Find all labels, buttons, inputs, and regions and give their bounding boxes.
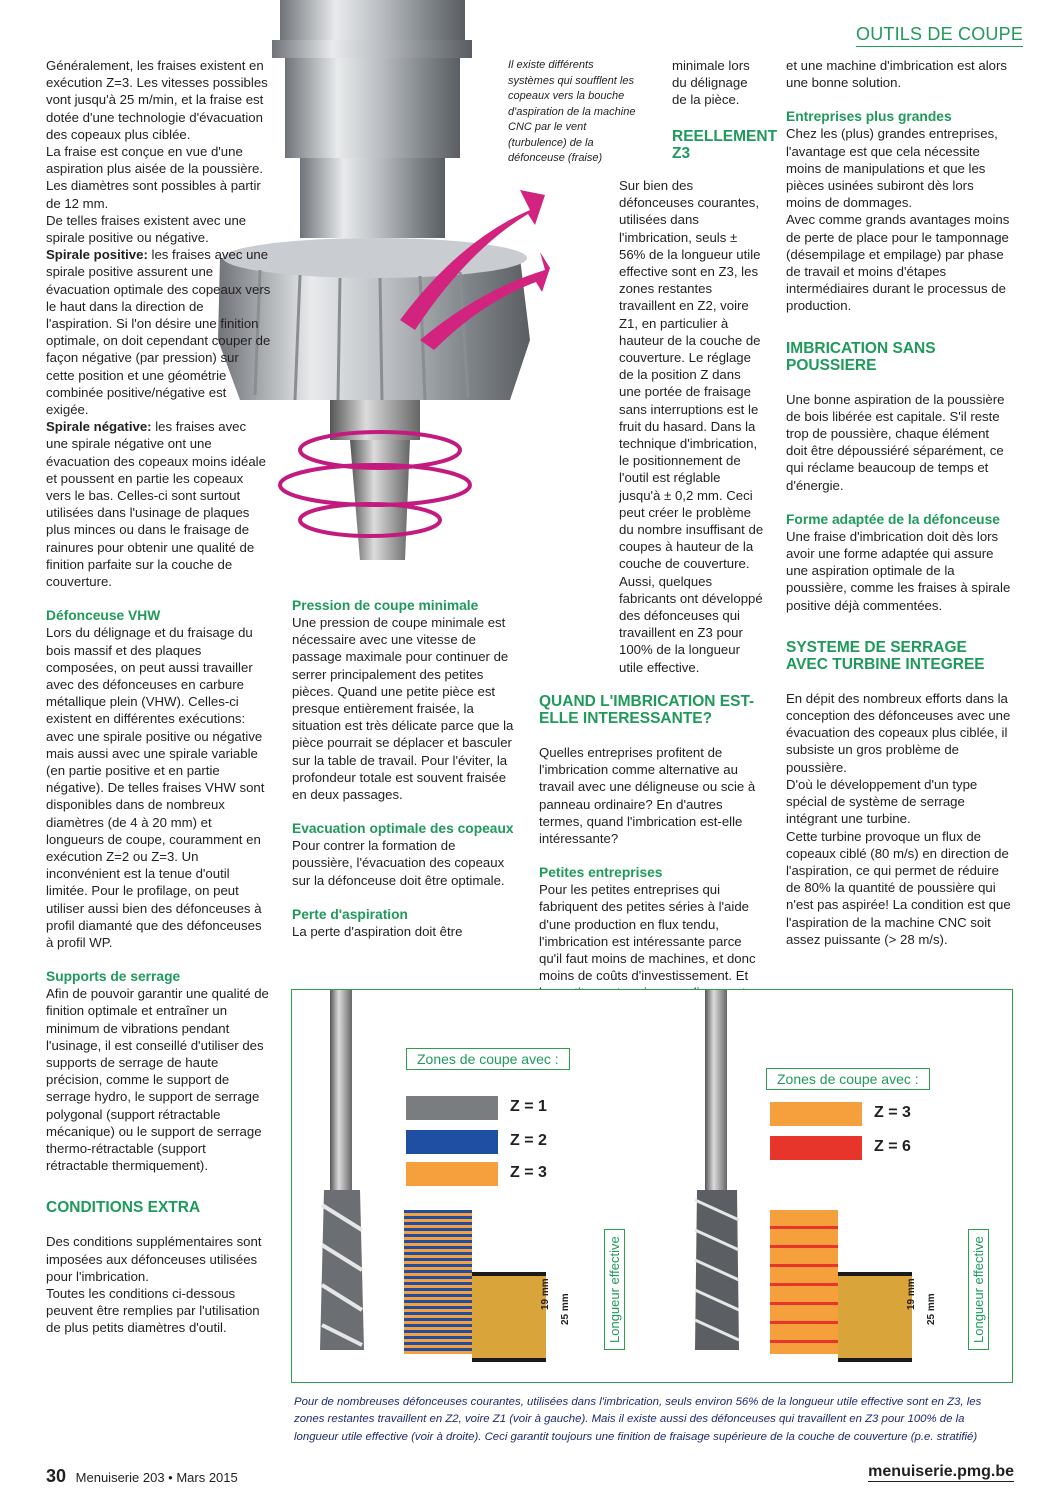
legend-right-z6: Z = 6 xyxy=(770,1136,930,1160)
grandes-text-1: Chez les (plus) grandes entreprises, l'avantage est que cela nécessite moins de manipulations et que les pièces usinées subiront dès lors moins de dommages. xyxy=(786,126,998,211)
quand-text: Quelles entreprises profitent de l'imbrication comme alternative au travail avec une déligneuse ou scie à panneau ordinaire? En d'autres termes, quand l'imbrication est-elle intéressante? xyxy=(539,744,756,846)
legend-right-z3: Z = 3 xyxy=(770,1102,930,1126)
right-wood-panel xyxy=(838,1272,912,1362)
left-wood-panel xyxy=(472,1272,546,1362)
grandes-heading: Entreprises plus grandes xyxy=(786,109,952,125)
right-router-bit xyxy=(677,990,757,1360)
serrage-text-3: Cette turbine provoque un flux de copeaux ciblé (80 m/s) en direction de l'aspiration, ce qui permet de réduire de 80% la quantité de poussière qui n'est pas aspirée! La condition est que l'aspiration de la machine CNC soit assez puissante (> 28 m/s). xyxy=(786,828,1011,947)
right-legend-title: Zones de coupe avec : xyxy=(766,1068,930,1090)
col4-top-text: et une machine d'imbrication est alors une bonne solution. xyxy=(786,58,1007,91)
petites-text: Pour les petites entreprises qui fabriquent des petites séries à l'aide d'une production en flux tendu, l'imbrication est intéressante parce qu'il faut moins de machines, et donc moins de coûts d'investissement. Et xyxy=(539,882,756,984)
positive-spiral-text: les fraises avec une spirale positive assurent une évacuation optimale des copeaux vers le haut dans la direction de l'aspiration. Si l'on désire une finition optimale, on doit cependant couper de façon négative (par pression) sur cette position et une géométrie combinée positive/négative est exigée. xyxy=(46,247,271,418)
quand-heading: QUAND L'IMBRICATION EST-ELLE INTERESSANTE? xyxy=(539,692,755,727)
cutting-zones-diagram xyxy=(291,989,1013,1383)
legend-z3: Z = 3 xyxy=(406,1162,566,1186)
serrage-heading: SYSTEME DE SERRAGE AVEC TURBINE INTEGREE xyxy=(786,638,985,673)
evac-heading: Evacuation optimale des copeaux xyxy=(292,821,514,837)
column-4 xyxy=(786,57,1011,948)
evac-text: Pour contrer la formation de poussière, l'évacuation des copeaux sur la défonceuse doit être optimale. xyxy=(292,838,505,888)
vhw-text: Lors du délignage et du fraisage du bois massif et des plaques composées, on peut aussi travailler avec des défonceuses en carbure métallique plein (VHW). Celles-ci existent en différentes exécutions: avec une spirale positive ou négative mais aussi avec une spirale variable (en partie positive et en partie négative). De telles fraises VHW sont disponibles dans de nombreux diamètres (de 4 à 20 mm) et longueurs de coupe, couramment en exécution Z=2 ou Z=3. Un inconvénient est la tenue d'outil limitée. Pour le profilage, on peut utiliser aussi bien des défonceuses à profil diamanté que des défonceuses à profil WP. xyxy=(46,625,265,950)
col1-positive xyxy=(46,246,271,418)
forme-text: Une fraise d'imbrication doit dès lors avoir une forme adaptée qui assure une aspiration optimale de la poussière, comme les fraises à spirale positive déjà commentées. xyxy=(786,528,1011,613)
section-tag: OUTILS DE COUPE xyxy=(856,24,1023,47)
sans-heading: IMBRICATION SANS POUSSIERE xyxy=(786,339,936,374)
forme-heading: Forme adaptée de la défonceuse xyxy=(786,511,1000,527)
legend-z2: Z = 2 xyxy=(406,1130,566,1154)
left-longueur-label: Longueur effective xyxy=(604,1229,625,1350)
col1-intro: Généralement, les fraises existent en exécution Z=3. Les vitesses possibles vont jusqu'à 25 m/min, et la fraise est dotée d'une technologie d'évacuation des copeaux plus ciblée. xyxy=(46,58,268,142)
serrage-text-2: D'où le développement d'un type spécial de système de serrage intégrant une turbine. xyxy=(786,776,978,827)
column-3-reel xyxy=(672,128,778,162)
column-3 xyxy=(539,177,764,1036)
extra-text-2: Toutes les conditions ci-dessous peuvent être remplies par l'utilisation de plus petits diamètres d'outil. xyxy=(46,1286,260,1336)
reel-text: Sur bien des défonceuses courantes, utilisées dans l'imbrication, seuls ± 56% de la longueur utile effective sont en Z3, les zones restantes travaillent en Z2, voire Z1, en particulier à hauteur de la couche de couverture. Le réglage de la position Z dans une portée de fraisage sans interruptions est le fruit du hasard. Dans la technique d'imbrication, le positionnement de l'outil est réglable jusqu'à ± 0,2 mm. Ceci peut créer le problème du nombre insuffisant de coupes à hauteur de la couche de couverture. Aussi, quelques fabricants ont développé des défonceuses qui travaillent en Z3 pour 100% de la longueur utile effective. xyxy=(619,178,764,675)
left-zone-bar xyxy=(404,1210,472,1354)
column-1 xyxy=(46,57,271,1337)
extra-text-1: Des conditions supplémentaires sont imposées aux défonceuses utilisées pour l'imbrication. xyxy=(46,1234,262,1284)
column-3-top xyxy=(672,57,764,109)
right-dim-25: 25 mm xyxy=(926,1293,937,1325)
petites-heading: Petites entreprises xyxy=(539,865,663,881)
sans-text: Une bonne aspiration de la poussière de bois libérée est capitale. S'il reste trop de poussière, chaque élément doit être dépoussiéré séparément, ce qui réclame beaucoup de temps et d'énergie. xyxy=(786,391,1005,493)
perte-heading: Perte d'aspiration xyxy=(292,906,408,922)
issue-info: Menuiserie 203 • Mars 2015 xyxy=(75,1470,238,1485)
serrage-text-1: En dépit des nombreux efforts dans la conception des défonceuses avec une évacuation des copeaux plus ciblée, il subsiste un gros problème de poussière. xyxy=(786,690,1011,775)
column-2 xyxy=(292,597,514,940)
left-legend-title: Zones de coupe avec : xyxy=(406,1048,570,1070)
left-dim-19: 19 mm xyxy=(540,1278,551,1310)
left-router-bit xyxy=(302,990,382,1360)
footer-url[interactable]: menuiserie.pmg.be xyxy=(868,1463,1014,1480)
negative-spiral-label: Spirale négative: xyxy=(46,419,152,435)
col3-top-text: minimale lors du délignage de la pièce. xyxy=(672,58,750,108)
negative-spiral-text: les fraises avec une spirale négative ont une évacuation des copeaux moins idéale et poussent en partie les copeaux vers le bas. Celles-ci sont surtout utilisées dans l'usinage de plaques plus minces ou dans le fraisage de rainures pour obtenir une qualité de finition parfaite sur la couche de couverture. xyxy=(46,419,266,590)
pression-heading: Pression de coupe minimale xyxy=(292,598,479,613)
right-longueur-label: Longueur effective xyxy=(968,1229,989,1350)
supports-text: Afin de pouvoir garantir une qualité de finition optimale et entraîner un minimum de vibrations pendant l'usinage, il est conseillé d'utiliser des supports de serrage de haute précision, comme le support de serrage hydro, le support de serrage polygonal (support rétractable mécanique) ou le support de serrage thermo-rétractable (support rétractable thermiquement). xyxy=(46,986,269,1174)
col1-p2: La fraise est conçue en vue d'une aspiration plus aisée de la poussière. Les diamètres sont possibles à partir de 12 mm. xyxy=(46,144,263,211)
figure-caption: Pour de nombreuses défonceuses courantes, utilisées dans l'imbrication, seuls environ 56% de la longueur utile effective sont en Z3, les zones restantes travaillent en Z2, voire Z1 (voir à gauche). Mais il existe aussi des défonceuses qui travaillent en Z3 pour 100% de la longueur utile effective (voir à droite). Ceci garantit toujours une finition de fraisage supérieure de la couche de couverture (p.e. stratifié) xyxy=(294,1396,982,1443)
right-dim-19: 19 mm xyxy=(906,1278,917,1310)
vhw-heading: Défonceuse VHW xyxy=(46,608,161,624)
positive-spiral-label: Spirale positive: xyxy=(46,247,148,263)
pression-text: Une pression de coupe minimale est nécessaire avec une vitesse de passage maximale pour continuer de serrer principalement des petites pièces. Quand une petite pièce est presque entièrement fraisée, la situation est très délicate parce que la pièce pourrait se déplacer et basculer sur la table de travail. Pour l'éviter, la profondeur totale est souvent fraisée en deux passages. xyxy=(292,615,514,803)
col1-negative xyxy=(46,418,271,590)
extra-heading: CONDITIONS EXTRA xyxy=(46,1199,201,1217)
legend-z1: Z = 1 xyxy=(406,1096,566,1120)
reel-heading: REELLEMENT Z3 xyxy=(672,128,778,162)
left-dim-25: 25 mm xyxy=(560,1293,571,1325)
footer xyxy=(46,1466,238,1487)
supports-heading: Supports de serrage xyxy=(46,969,181,985)
right-zone-bar xyxy=(770,1210,838,1354)
grandes-text-2: Avec comme grands avantages moins de perte de place pour le tamponnage (désempilage et empilage) par phase de travail et moins d'étapes intermédiaires durant le processus de production. xyxy=(786,212,1010,314)
page-number: 30 xyxy=(46,1466,67,1486)
perte-text: La perte d'aspiration doit être xyxy=(292,923,463,939)
col1-p3: De telles fraises existent avec une spirale positive ou négative. xyxy=(46,212,247,246)
image-caption: Il existe différents systèmes qui soufflent les copeaux vers la bouche d'aspiration de la machine CNC par le vent (turbulence) de la défonceuse (fraise) xyxy=(508,59,636,164)
